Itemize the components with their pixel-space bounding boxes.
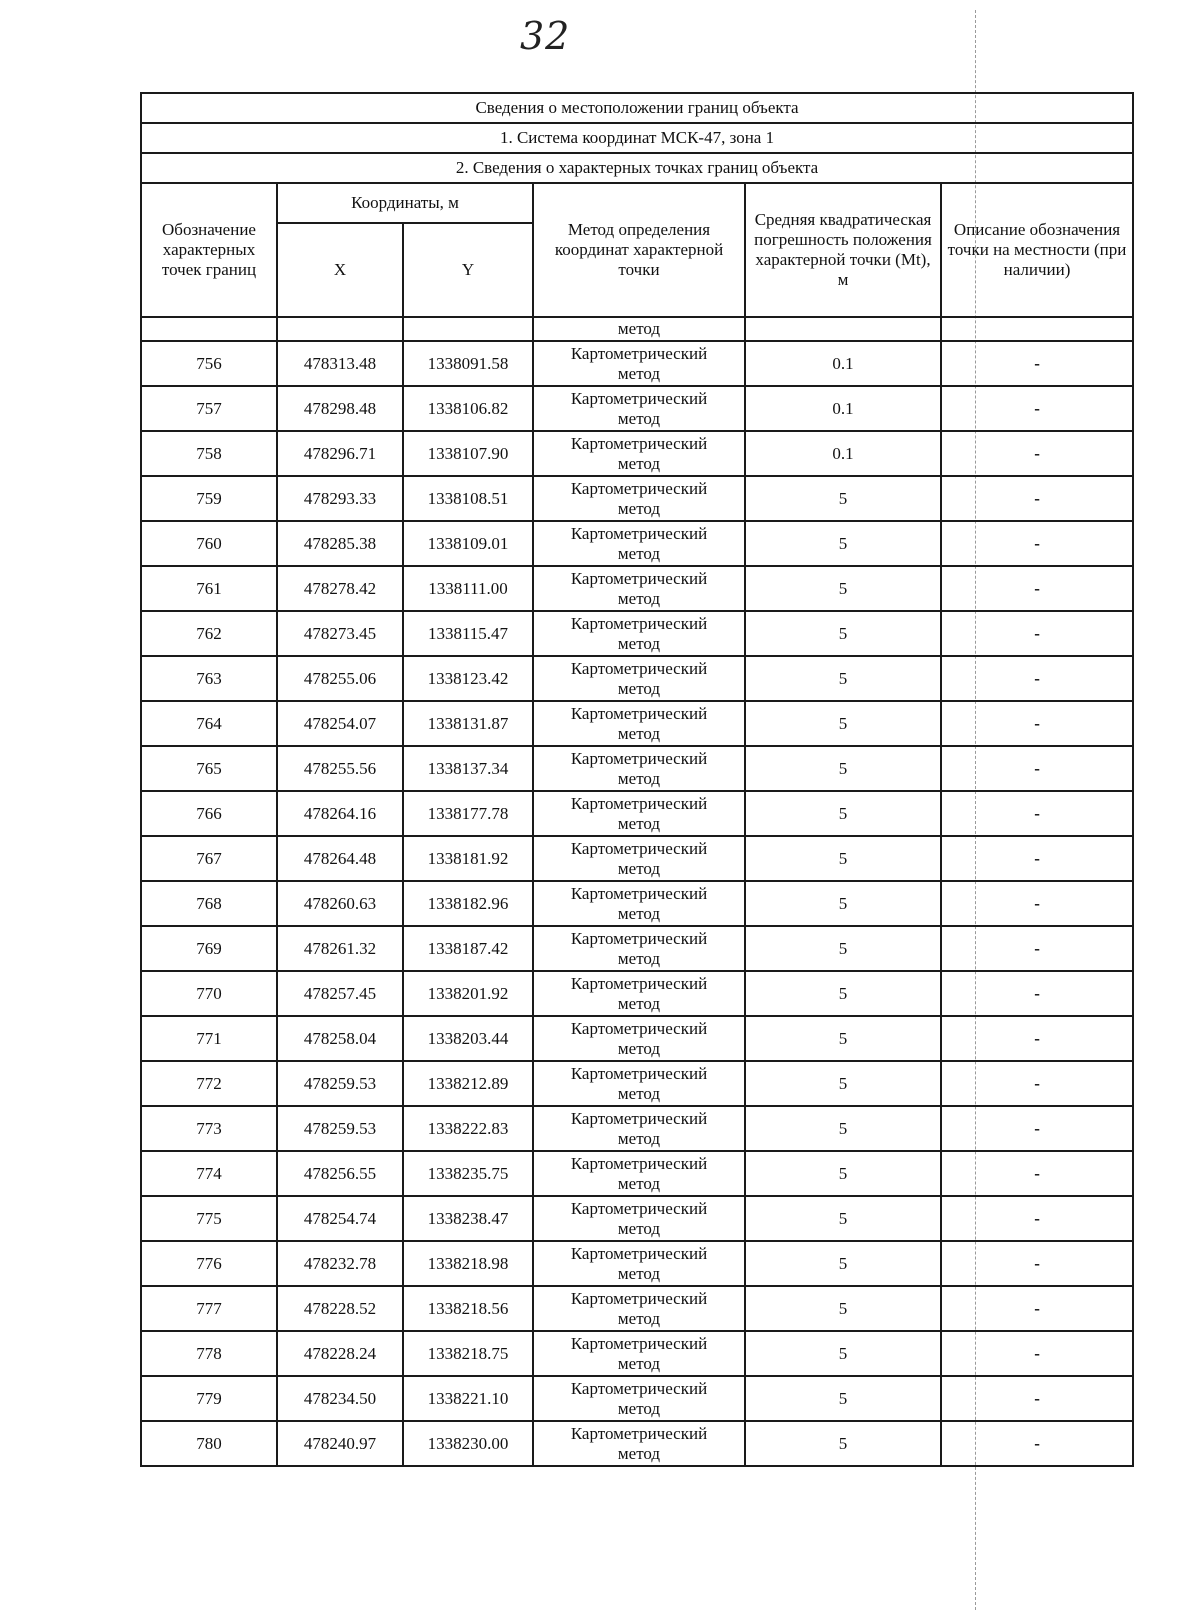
- cell-y: 1338181.92: [403, 836, 533, 881]
- cell-method: [533, 656, 745, 701]
- cell-point: 779: [141, 1376, 277, 1421]
- method-line-1: Картометрический: [570, 748, 708, 768]
- cell-x: 478313.48: [277, 341, 403, 386]
- cell-error: 5: [745, 746, 941, 791]
- cell-y: 1338107.90: [403, 431, 533, 476]
- continuation-method: метод: [533, 317, 745, 341]
- cell-description: -: [941, 1331, 1133, 1376]
- table-row: [141, 701, 1133, 746]
- method-line-2: метод: [617, 498, 661, 518]
- table-row: [141, 1376, 1133, 1421]
- cell-error: 5: [745, 881, 941, 926]
- table-row: [141, 1241, 1133, 1286]
- method-line-2: метод: [617, 1398, 661, 1418]
- cell-description: -: [941, 341, 1133, 386]
- cell-x: 478240.97: [277, 1421, 403, 1466]
- cell-error: 5: [745, 1016, 941, 1061]
- method-line-2: метод: [617, 903, 661, 923]
- cell-y: 1338218.56: [403, 1286, 533, 1331]
- cell-point: 763: [141, 656, 277, 701]
- cell-point: 766: [141, 791, 277, 836]
- cell-description: -: [941, 791, 1133, 836]
- cell-y: 1338091.58: [403, 341, 533, 386]
- col-header-description: Описание обозначения точки на местности (при наличии): [941, 183, 1133, 317]
- cell-point: 765: [141, 746, 277, 791]
- cell-point: 756: [141, 341, 277, 386]
- cell-y: 1338106.82: [403, 386, 533, 431]
- cell-point: 760: [141, 521, 277, 566]
- cell-error: 5: [745, 476, 941, 521]
- cell-y: 1338108.51: [403, 476, 533, 521]
- cell-y: 1338115.47: [403, 611, 533, 656]
- cell-y: 1338203.44: [403, 1016, 533, 1061]
- method-line-1: Картометрический: [570, 388, 708, 408]
- cell-y: 1338187.42: [403, 926, 533, 971]
- cell-error: 5: [745, 1421, 941, 1466]
- cell-y: 1338177.78: [403, 791, 533, 836]
- cell-point: 775: [141, 1196, 277, 1241]
- cell-description: -: [941, 881, 1133, 926]
- cell-y: 1338235.75: [403, 1151, 533, 1196]
- cell-x: 478254.74: [277, 1196, 403, 1241]
- cell-point: 778: [141, 1331, 277, 1376]
- cell-y: 1338123.42: [403, 656, 533, 701]
- table-row: [141, 1016, 1133, 1061]
- cell-method: [533, 1061, 745, 1106]
- table-row: [141, 926, 1133, 971]
- cell-x: 478257.45: [277, 971, 403, 1016]
- cell-x: 478256.55: [277, 1151, 403, 1196]
- table-row: [141, 1061, 1133, 1106]
- cell-method: [533, 1151, 745, 1196]
- cell-x: 478278.42: [277, 566, 403, 611]
- cell-description: -: [941, 521, 1133, 566]
- cell-method: [533, 971, 745, 1016]
- cell-description: -: [941, 431, 1133, 476]
- cell-method: [533, 1331, 745, 1376]
- method-line-2: метод: [617, 1443, 661, 1463]
- table-row: [141, 341, 1133, 386]
- cell-point: 771: [141, 1016, 277, 1061]
- cell-y: 1338137.34: [403, 746, 533, 791]
- cell-error: 5: [745, 1151, 941, 1196]
- section-title-row: 2. Сведения о характерных точках границ объекта: [141, 153, 1133, 183]
- cell-method: [533, 701, 745, 746]
- cell-method: [533, 926, 745, 971]
- cell-x: 478255.06: [277, 656, 403, 701]
- cell-y: 1338182.96: [403, 881, 533, 926]
- method-line-1: Картометрический: [570, 793, 708, 813]
- cell-method: [533, 1421, 745, 1466]
- cell-error: 5: [745, 1106, 941, 1151]
- cell-point: 772: [141, 1061, 277, 1106]
- method-line-2: метод: [617, 408, 661, 428]
- cell-error: 5: [745, 1196, 941, 1241]
- method-line-2: метод: [617, 588, 661, 608]
- cell-y: 1338218.98: [403, 1241, 533, 1286]
- cell-point: 764: [141, 701, 277, 746]
- cell-method: [533, 836, 745, 881]
- method-line-2: метод: [617, 1083, 661, 1103]
- method-line-1: Картометрический: [570, 568, 708, 588]
- cell-method: [533, 341, 745, 386]
- method-line-2: метод: [617, 1173, 661, 1193]
- cell-point: 777: [141, 1286, 277, 1331]
- cell-y: 1338201.92: [403, 971, 533, 1016]
- cell-method: [533, 1241, 745, 1286]
- cell-y: 1338218.75: [403, 1331, 533, 1376]
- method-line-2: метод: [617, 768, 661, 788]
- cell-description: -: [941, 746, 1133, 791]
- cell-point: 767: [141, 836, 277, 881]
- cell-point: 761: [141, 566, 277, 611]
- method-line-1: Картометрический: [570, 1243, 708, 1263]
- method-line-1: Картометрический: [570, 523, 708, 543]
- cell-method: [533, 431, 745, 476]
- cell-x: 478260.63: [277, 881, 403, 926]
- table-row: [141, 521, 1133, 566]
- cell-error: 5: [745, 611, 941, 656]
- table-row: [141, 1331, 1133, 1376]
- method-line-2: метод: [617, 993, 661, 1013]
- table-row: [141, 881, 1133, 926]
- page-number: 32: [520, 14, 571, 58]
- table-row: [141, 1196, 1133, 1241]
- cell-error: 5: [745, 1331, 941, 1376]
- table-title: Сведения о местоположении границ объекта: [141, 93, 1133, 123]
- table-row: [141, 1151, 1133, 1196]
- cell-y: 1338212.89: [403, 1061, 533, 1106]
- cell-x: 478296.71: [277, 431, 403, 476]
- table-row: [141, 386, 1133, 431]
- cell-error: 5: [745, 791, 941, 836]
- method-line-2: метод: [617, 453, 661, 473]
- cell-description: -: [941, 566, 1133, 611]
- method-line-1: Картометрический: [570, 1333, 708, 1353]
- method-line-1: Картометрический: [570, 343, 708, 363]
- cell-error: 0.1: [745, 431, 941, 476]
- cell-method: [533, 881, 745, 926]
- cell-error: 5: [745, 836, 941, 881]
- cell-x: 478254.07: [277, 701, 403, 746]
- cell-point: 780: [141, 1421, 277, 1466]
- method-line-1: Картометрический: [570, 1378, 708, 1398]
- cell-error: 5: [745, 656, 941, 701]
- table-row: [141, 836, 1133, 881]
- cell-method: [533, 746, 745, 791]
- cell-point: 758: [141, 431, 277, 476]
- method-line-2: метод: [617, 1128, 661, 1148]
- cell-description: -: [941, 701, 1133, 746]
- cell-description: -: [941, 386, 1133, 431]
- cell-x: 478261.32: [277, 926, 403, 971]
- cell-point: 773: [141, 1106, 277, 1151]
- cell-description: -: [941, 1196, 1133, 1241]
- method-line-2: метод: [617, 948, 661, 968]
- method-line-1: Картометрический: [570, 703, 708, 723]
- table-row: [141, 1106, 1133, 1151]
- cell-x: 478228.24: [277, 1331, 403, 1376]
- cell-x: 478259.53: [277, 1106, 403, 1151]
- cell-description: -: [941, 1106, 1133, 1151]
- cell-x: 478259.53: [277, 1061, 403, 1106]
- cell-error: 5: [745, 1376, 941, 1421]
- method-line-1: Картометрический: [570, 1423, 708, 1443]
- cell-x: 478273.45: [277, 611, 403, 656]
- table-row: [141, 971, 1133, 1016]
- table-row: [141, 791, 1133, 836]
- method-line-1: Картометрический: [570, 1018, 708, 1038]
- method-line-2: метод: [617, 723, 661, 743]
- col-header-error: Средняя квадратическая погрешность положения характерной точки (Mt), м: [745, 183, 941, 317]
- method-line-1: Картометрический: [570, 1063, 708, 1083]
- method-line-2: метод: [617, 633, 661, 653]
- cell-method: [533, 1016, 745, 1061]
- cell-y: 1338221.10: [403, 1376, 533, 1421]
- boundary-points-table: [140, 92, 1134, 1467]
- cell-method: [533, 791, 745, 836]
- cell-description: -: [941, 1016, 1133, 1061]
- method-line-1: Картометрический: [570, 838, 708, 858]
- cell-method: [533, 386, 745, 431]
- cell-description: -: [941, 1151, 1133, 1196]
- method-line-2: метод: [617, 858, 661, 878]
- cell-error: 5: [745, 926, 941, 971]
- cell-x: 478232.78: [277, 1241, 403, 1286]
- method-line-1: Картометрический: [570, 1108, 708, 1128]
- cell-x: 478298.48: [277, 386, 403, 431]
- cell-x: 478285.38: [277, 521, 403, 566]
- cell-y: 1338222.83: [403, 1106, 533, 1151]
- cell-x: 478264.48: [277, 836, 403, 881]
- cell-x: 478234.50: [277, 1376, 403, 1421]
- cell-y: 1338238.47: [403, 1196, 533, 1241]
- cell-description: -: [941, 656, 1133, 701]
- col-header-point: Обозначение характерных точек границ: [141, 183, 277, 317]
- cell-point: 757: [141, 386, 277, 431]
- method-line-1: Картометрический: [570, 928, 708, 948]
- continuation-row: [141, 317, 1133, 341]
- cell-point: 770: [141, 971, 277, 1016]
- method-line-1: Картометрический: [570, 478, 708, 498]
- col-header-x: X: [277, 223, 403, 317]
- cell-description: -: [941, 1421, 1133, 1466]
- cell-method: [533, 1106, 745, 1151]
- cell-method: [533, 1196, 745, 1241]
- method-line-2: метод: [617, 1038, 661, 1058]
- table-row: [141, 1421, 1133, 1466]
- cell-error: 5: [745, 1241, 941, 1286]
- cell-description: -: [941, 1376, 1133, 1421]
- method-line-2: метод: [617, 1263, 661, 1283]
- cell-error: 5: [745, 521, 941, 566]
- method-line-2: метод: [617, 1218, 661, 1238]
- table-row: [141, 1286, 1133, 1331]
- cell-method: [533, 611, 745, 656]
- method-line-2: метод: [617, 1308, 661, 1328]
- method-line-1: Картометрический: [570, 613, 708, 633]
- cell-y: 1338131.87: [403, 701, 533, 746]
- table-row: [141, 566, 1133, 611]
- cell-point: 769: [141, 926, 277, 971]
- cell-method: [533, 1286, 745, 1331]
- cell-error: 5: [745, 971, 941, 1016]
- cell-description: -: [941, 971, 1133, 1016]
- cell-description: -: [941, 476, 1133, 521]
- cell-description: -: [941, 926, 1133, 971]
- method-line-2: метод: [617, 1353, 661, 1373]
- method-line-1: Картометрический: [570, 1288, 708, 1308]
- cell-point: 762: [141, 611, 277, 656]
- cell-x: 478228.52: [277, 1286, 403, 1331]
- cell-y: 1338230.00: [403, 1421, 533, 1466]
- method-line-2: метод: [617, 813, 661, 833]
- cell-y: 1338109.01: [403, 521, 533, 566]
- table-row: [141, 656, 1133, 701]
- cell-point: 776: [141, 1241, 277, 1286]
- table-row: [141, 746, 1133, 791]
- table-row: [141, 431, 1133, 476]
- method-line-1: Картометрический: [570, 658, 708, 678]
- cell-point: 759: [141, 476, 277, 521]
- table-row: [141, 476, 1133, 521]
- cell-description: -: [941, 836, 1133, 881]
- method-line-1: Картометрический: [570, 883, 708, 903]
- method-line-1: Картометрический: [570, 433, 708, 453]
- cell-method: [533, 1376, 745, 1421]
- cell-error: 5: [745, 566, 941, 611]
- method-line-1: Картометрический: [570, 1198, 708, 1218]
- cell-point: 768: [141, 881, 277, 926]
- cell-description: -: [941, 611, 1133, 656]
- method-line-2: метод: [617, 543, 661, 563]
- cell-error: 5: [745, 701, 941, 746]
- cell-x: 478255.56: [277, 746, 403, 791]
- cell-point: 774: [141, 1151, 277, 1196]
- method-line-2: метод: [617, 363, 661, 383]
- cell-error: 0.1: [745, 341, 941, 386]
- col-header-y: Y: [403, 223, 533, 317]
- cell-error: 0.1: [745, 386, 941, 431]
- table-row: [141, 611, 1133, 656]
- cell-x: 478258.04: [277, 1016, 403, 1061]
- cell-method: [533, 566, 745, 611]
- method-line-1: Картометрический: [570, 1153, 708, 1173]
- cell-description: -: [941, 1241, 1133, 1286]
- cell-error: 5: [745, 1286, 941, 1331]
- cell-description: -: [941, 1286, 1133, 1331]
- coordinate-system-row: 1. Система координат МСК-47, зона 1: [141, 123, 1133, 153]
- method-line-1: Картометрический: [570, 973, 708, 993]
- method-line-2: метод: [617, 678, 661, 698]
- cell-x: 478264.16: [277, 791, 403, 836]
- cell-error: 5: [745, 1061, 941, 1106]
- col-header-coords: Координаты, м: [277, 183, 533, 223]
- cell-y: 1338111.00: [403, 566, 533, 611]
- cell-method: [533, 476, 745, 521]
- col-header-method: Метод определения координат характерной точки: [533, 183, 745, 317]
- cell-description: -: [941, 1061, 1133, 1106]
- cell-x: 478293.33: [277, 476, 403, 521]
- cell-method: [533, 521, 745, 566]
